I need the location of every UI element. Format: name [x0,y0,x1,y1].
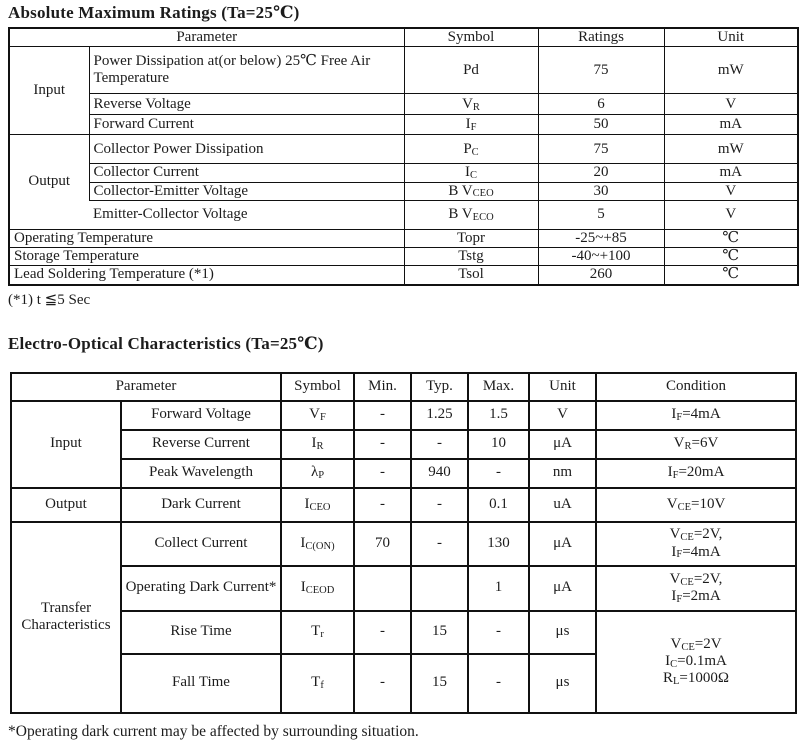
max-cell: - [468,459,529,488]
header-cell-symbol: Symbol [404,28,538,47]
param-cell: Operating Dark Current* [121,566,281,611]
min-cell: - [354,488,411,522]
table-row [9,47,798,94]
param-cell: Storage Temperature [9,248,404,266]
max-cell: 1.5 [468,401,529,430]
table-row [9,266,798,285]
ratings-cell: 5 [538,200,664,229]
group-cell-input: Input [9,47,89,135]
param-cell: Power Dissipation at(or below) 25℃ Free Air Temperature [89,47,404,94]
header-cell-symbol: Symbol [281,373,354,401]
unit-cell: V [664,94,798,115]
footnote-operating-dark-current: *Operating dark current may be affected by surrounding situation. [8,722,419,740]
symbol-cell: $V_R$ [404,94,538,115]
header-cell-condition: Condition [596,373,796,401]
ratings-cell: 75 [538,135,664,164]
condition-cell: $V_R=6V$ [596,430,796,459]
min-cell: - [354,430,411,459]
group-cell-output: Output [9,135,89,230]
table-row [11,566,796,611]
table-row [9,94,798,115]
unit-cell: V [529,401,596,430]
param-cell: Collector Current [89,164,404,182]
param-cell: Rise Time [121,611,281,654]
condition-cell: $V_{CE}=2V$ $I_C=0.1mA$ $R_L=1000\Omega$ [596,611,796,713]
header-cell-ratings: Ratings [538,28,664,47]
unit-cell: nm [529,459,596,488]
absolute-maximum-ratings-table [8,27,799,286]
group-cell-transfer-characteristics: Transfer Characteristics [11,522,121,713]
symbol-cell: $I_F$ [404,115,538,135]
param-cell: Emitter-Collector Voltage [89,200,404,229]
max-cell: 1 [468,566,529,611]
typ-cell: 15 [411,654,468,713]
table-row [9,115,798,135]
unit-cell: mW [664,135,798,164]
param-cell: Collector-Emitter Voltage [89,182,404,200]
header-cell-max: Max. [468,373,529,401]
unit-cell: V [664,200,798,229]
symbol-cell: $I_{CEO}$ [281,488,354,522]
typ-cell: 1.25 [411,401,468,430]
typ-cell: 15 [411,611,468,654]
symbol-cell: $P_C$ [404,135,538,164]
param-cell: Collector Power Dissipation [89,135,404,164]
max-cell: 0.1 [468,488,529,522]
symbol-cell: Topr [404,229,538,247]
unit-cell: μA [529,430,596,459]
symbol-cell: Tstg [404,248,538,266]
group-cell-input: Input [11,401,121,488]
param-cell: Fall Time [121,654,281,713]
symbol-cell: B $V_{ECO}$ [404,200,538,229]
max-cell: - [468,654,529,713]
header-cell-typ: Typ. [411,373,468,401]
table-row [11,401,796,430]
group-cell-output: Output [11,488,121,522]
table-row [9,182,798,200]
unit-cell: μA [529,566,596,611]
symbol-cell: Pd [404,47,538,94]
table-row [9,164,798,182]
ratings-cell: -40~+100 [538,248,664,266]
typ-cell: 940 [411,459,468,488]
unit-cell: mA [664,115,798,135]
min-cell: - [354,459,411,488]
table-row [11,611,796,654]
max-cell: - [468,611,529,654]
header-cell-min: Min. [354,373,411,401]
electro-optical-characteristics-table [10,372,797,714]
typ-cell: - [411,488,468,522]
symbol-cell: $T_r$ [281,611,354,654]
typ-cell: - [411,430,468,459]
table-header-row [9,28,798,47]
min-cell: 70 [354,522,411,566]
header-cell-parameter: Parameter [11,373,281,401]
unit-cell: uA [529,488,596,522]
param-cell: Collect Current [121,522,281,566]
ratings-cell: 260 [538,266,664,285]
table-row [9,200,798,229]
ratings-cell: 30 [538,182,664,200]
ratings-cell: 75 [538,47,664,94]
min-cell: - [354,401,411,430]
unit-cell: μs [529,611,596,654]
table-header-row [11,373,796,401]
symbol-cell: $\lambda_P$ [281,459,354,488]
table-row [9,135,798,164]
table-row [11,522,796,566]
unit-cell: μs [529,654,596,713]
symbol-cell: $I_C$ [404,164,538,182]
max-cell: 10 [468,430,529,459]
param-cell: Reverse Voltage [89,94,404,115]
param-cell: Forward Voltage [121,401,281,430]
table-row [11,430,796,459]
table-row [9,229,798,247]
symbol-cell: Tsol [404,266,538,285]
typ-cell [411,566,468,611]
unit-cell: ℃ [664,266,798,285]
symbol-cell: $I_R$ [281,430,354,459]
param-cell: Peak Wavelength [121,459,281,488]
condition-cell: $I_F=20mA$ [596,459,796,488]
absolute-maximum-ratings-title: Absolute Maximum Ratings (Ta=25℃) [8,3,300,22]
ratings-cell: 20 [538,164,664,182]
condition-cell: $V_{CE}=2V$, $I_F=2mA$ [596,566,796,611]
min-cell [354,566,411,611]
condition-cell: $I_F=4mA$ [596,401,796,430]
header-cell-unit: Unit [664,28,798,47]
symbol-cell: B $V_{CEO}$ [404,182,538,200]
param-cell: Dark Current [121,488,281,522]
min-cell: - [354,611,411,654]
table-row [11,488,796,522]
param-cell: Reverse Current [121,430,281,459]
max-cell: 130 [468,522,529,566]
header-cell-parameter: Parameter [9,28,404,47]
typ-cell: - [411,522,468,566]
condition-cell: $V_{CE}=2V$, $I_F=4mA$ [596,522,796,566]
ratings-cell: 50 [538,115,664,135]
header-cell-unit: Unit [529,373,596,401]
ratings-cell: -25~+85 [538,229,664,247]
param-cell: Forward Current [89,115,404,135]
symbol-cell: $V_F$ [281,401,354,430]
unit-cell: V [664,182,798,200]
symbol-cell: $I_{C(ON)}$ [281,522,354,566]
condition-cell: $V_{CE}=10V$ [596,488,796,522]
unit-cell: ℃ [664,248,798,266]
min-cell: - [354,654,411,713]
param-cell: Lead Soldering Temperature (*1) [9,266,404,285]
electro-optical-characteristics-title: Electro-Optical Characteristics (Ta=25℃) [8,333,324,353]
symbol-cell: $T_f$ [281,654,354,713]
table-row [9,248,798,266]
unit-cell: mW [664,47,798,94]
unit-cell: mA [664,164,798,182]
datasheet-page [0,3,805,740]
symbol-cell: $I_{CEOD}$ [281,566,354,611]
ratings-cell: 6 [538,94,664,115]
table-row [11,459,796,488]
footnote-soldering-time: (*1) t ≦5 Sec [8,291,91,308]
unit-cell: ℃ [664,229,798,247]
unit-cell: μA [529,522,596,566]
param-cell: Operating Temperature [9,229,404,247]
